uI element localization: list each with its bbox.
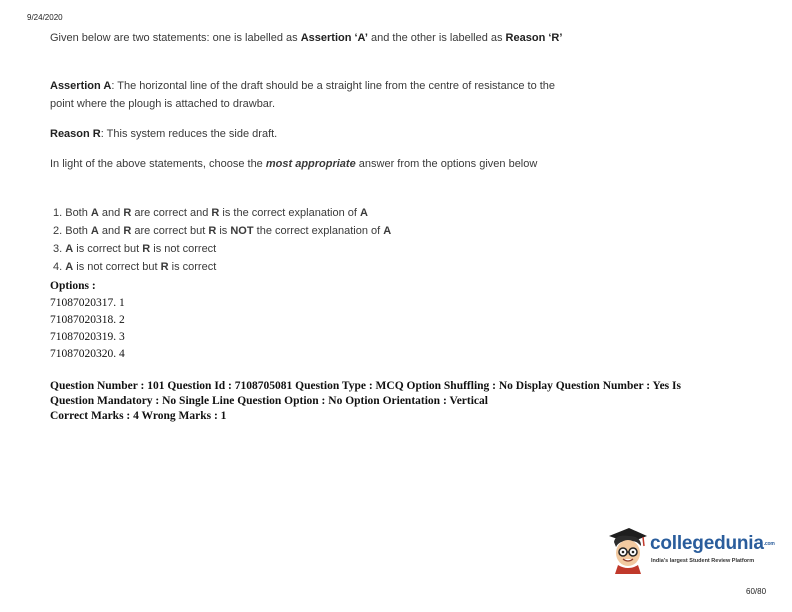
student-mascot-icon: [605, 524, 649, 574]
brand-tagline: India's largest Student Review Platform: [651, 558, 755, 564]
question-metadata: [50, 379, 750, 424]
choice-item: 3. A is correct but R is not correct: [53, 243, 217, 255]
reason-label: Reason R: [50, 128, 101, 140]
choice-item: 1. Both A and R are correct and R is the correct explanation of A: [53, 207, 368, 219]
assertion-label: Assertion A: [50, 80, 112, 92]
meta-line: Question Number : 101 Question Id : 7108705081 Question Type : MCQ Option Shuffling : No Display Question Number : Yes Is: [50, 380, 681, 392]
reason-ref: Reason ‘R’: [505, 32, 563, 44]
options-block: [50, 278, 125, 363]
brand-logo-text: [650, 533, 775, 555]
option-item: 71087020320. 4: [50, 348, 125, 360]
question-intro: [50, 29, 570, 47]
assertion-text: : The horizontal line of the draft should be a straight line from the centre of resistance to the point where the plough is attached to drawbar.: [50, 80, 556, 110]
instruction-pre: In light of the above statements, choose the: [50, 158, 266, 170]
meta-line: Question Mandatory : No Single Line Question Option : No Option Orientation : Vertical: [50, 395, 488, 407]
option-item: 71087020318. 2: [50, 314, 125, 326]
assertion-ref: Assertion ‘A’: [300, 32, 368, 44]
option-item: 71087020317. 1: [50, 297, 125, 309]
brand-suffix: .com: [763, 540, 775, 547]
reason-text: : This system reduces the side draft.: [100, 128, 278, 140]
instruction-emphasis: most appropriate: [265, 158, 356, 170]
intro-text: Given below are two statements: one is labelled as: [50, 32, 301, 44]
page-number: 60/80: [746, 587, 767, 596]
meta-line: Correct Marks : 4 Wrong Marks : 1: [50, 410, 227, 422]
option-item: 71087020319. 3: [50, 331, 125, 343]
choice-item: 4. A is not correct but R is correct: [53, 261, 217, 273]
print-date: 9/24/2020: [27, 13, 63, 22]
brand-name: collegedunia: [650, 533, 764, 554]
instruction-post: answer from the options given below: [355, 158, 538, 170]
instruction-text: [50, 155, 570, 173]
choice-list: [53, 204, 391, 276]
intro-text-mid: and the other is labelled as: [367, 32, 506, 44]
options-heading: Options :: [50, 280, 96, 292]
assertion-statement: [50, 77, 570, 113]
choice-item: 2. Both A and R are correct but R is NOT the correct explanation of A: [53, 225, 392, 237]
reason-statement: [50, 125, 570, 143]
